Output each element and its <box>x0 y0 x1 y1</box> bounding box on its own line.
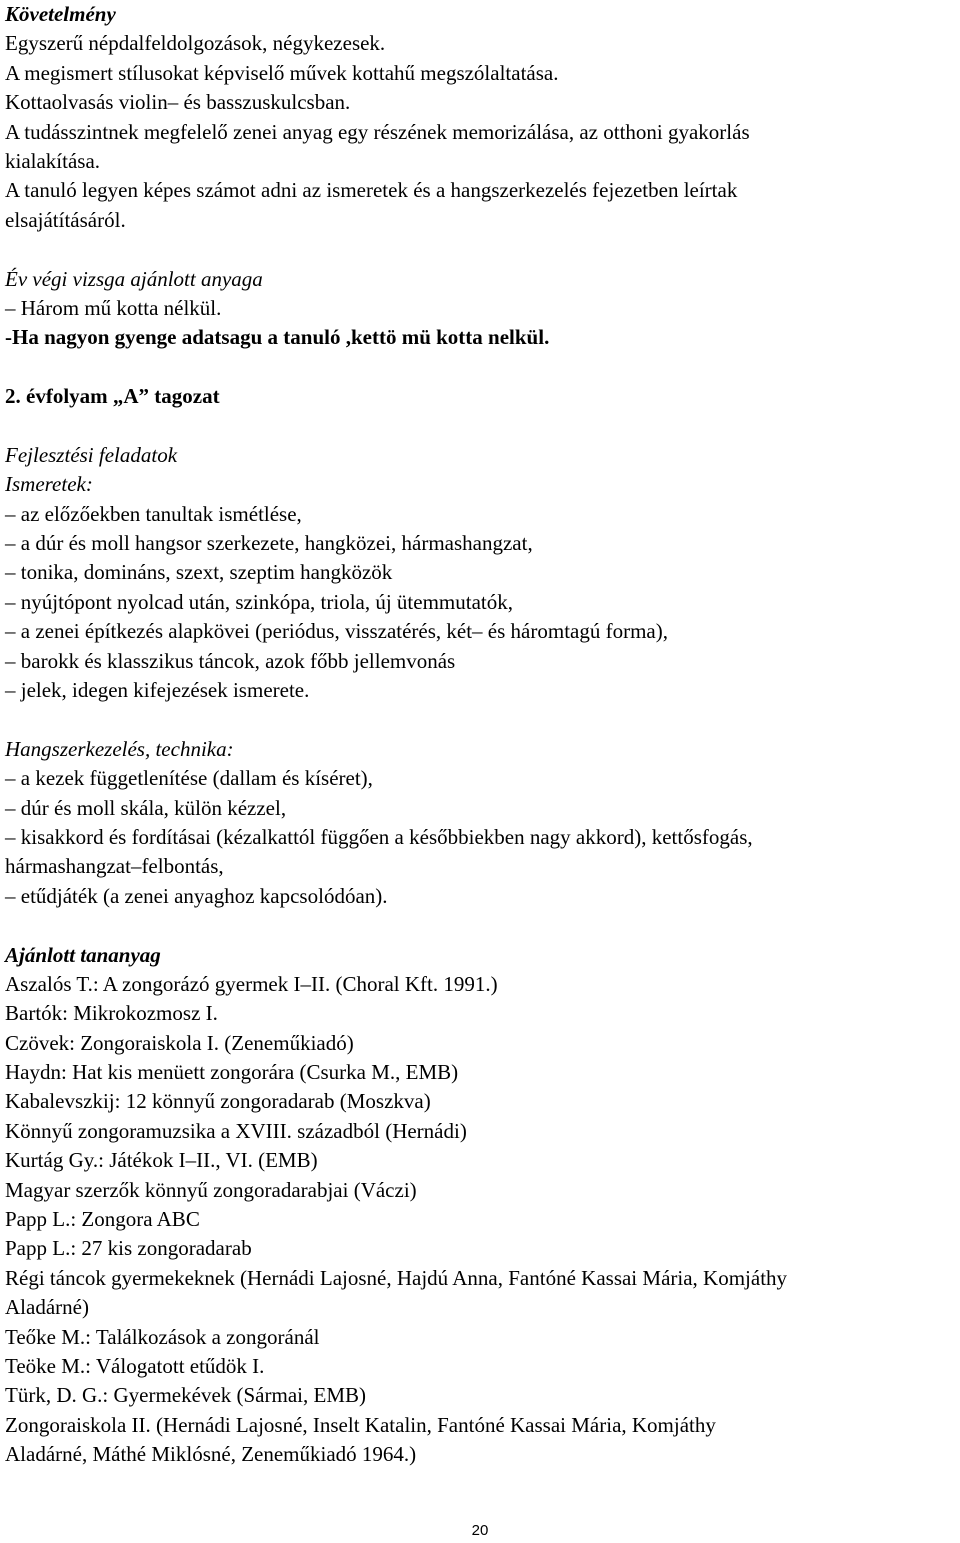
spacer <box>5 411 960 440</box>
spacer <box>5 353 960 382</box>
recommended-item: Aszalós T.: A zongorázó gyermek I–II. (Choral Kft. 1991.) <box>5 971 498 996</box>
requirements-line: A tudásszintnek megfelelő zenei anyag egy részének memorizálása, az otthoni gyakorlás <box>5 119 750 144</box>
spacer <box>5 705 960 734</box>
knowledge-item: – tonika, domináns, szext, szeptim hangközök <box>5 560 393 585</box>
recommended-item: Papp L.: 27 kis zongoradarab <box>5 1236 252 1261</box>
knowledge-item: – a dúr és moll hangsor szerkezete, hangközei, hármashangzat, <box>5 531 533 556</box>
technique-item: – dúr és moll skála, külön kézzel, <box>5 795 287 820</box>
technique-label: Hangszerkezelés, technika: <box>5 736 234 761</box>
recommended-item: Kurtág Gy.: Játékok I–II., VI. (EMB) <box>5 1148 318 1173</box>
knowledge-item: – jelek, idegen kifejezések ismerete. <box>5 677 310 702</box>
recommended-item: Teőke M.: Találkozások a zongoránál <box>5 1324 320 1349</box>
technique-item: – a kezek függetlenítése (dallam és kíséret), <box>5 766 373 791</box>
knowledge-item: – barokk és klasszikus táncok, azok főbb jellemvonás <box>5 648 456 673</box>
recommended-item: Czövek: Zongoraiskola I. (Zeneműkiadó) <box>5 1030 354 1055</box>
requirements-heading: Követelmény <box>5 2 116 26</box>
knowledge-item: – a zenei építkezés alapkövei (periódus, visszatérés, két– és háromtagú forma), <box>5 619 668 644</box>
recommended-item: Kabalevszkij: 12 könnyű zongoradarab (Moszkva) <box>5 1089 431 1114</box>
tasks-heading: Fejlesztési feladatok <box>5 442 178 467</box>
recommended-item: Teöke M.: Válogatott etűdök I. <box>5 1353 265 1378</box>
requirements-line: kialakítása. <box>5 148 101 173</box>
recommended-item: Magyar szerzők könnyű zongoradarabjai (Váczi) <box>5 1177 417 1202</box>
requirements-line: Kottaolvasás violin– és basszuskulcsban. <box>5 90 351 115</box>
requirements-line: elsajátításáról. <box>5 207 126 232</box>
requirements-line: A megismert stílusokat képviselő művek kottahű megszólaltatása. <box>5 60 559 85</box>
technique-item: – kisakkord és fordításai (kézalkattól függően a későbbiekben nagy akkord), kettősfogás, <box>5 824 753 849</box>
requirements-line: A tanuló legyen képes számot adni az ismeretek és a hangszerkezelés fejezetben leírtak <box>5 178 738 203</box>
recommended-item: Papp L.: Zongora ABC <box>5 1207 200 1232</box>
grade-heading: 2. évfolyam „A” tagozat <box>5 384 220 409</box>
recommended-item: Aladárné) <box>5 1295 89 1320</box>
technique-item: hármashangzat–felbontás, <box>5 854 224 879</box>
knowledge-label: Ismeretek: <box>5 472 93 497</box>
recommended-item: Zongoraiskola II. (Hernádi Lajosné, Inselt Katalin, Fantóné Kassai Mária, Komjáthy <box>5 1412 716 1437</box>
exam-note: -Ha nagyon gyenge adatsagu a tanuló ,kettö mü kotta nelkül. <box>5 325 550 350</box>
spacer <box>5 235 960 264</box>
technique-item: – etűdjáték (a zenei anyaghoz kapcsolódóan). <box>5 883 388 908</box>
requirements-line: Egyszerű népdalfeldolgozások, négykezesek. <box>5 31 386 56</box>
recommended-heading: Ajánlott tananyag <box>5 942 161 967</box>
page-number: 20 <box>471 1522 489 1539</box>
knowledge-item: – az előzőekben tanultak ismétlése, <box>5 501 302 526</box>
document-page <box>5 0 960 1470</box>
recommended-item: Régi táncok gyermekeknek (Hernádi Lajosné, Hajdú Anna, Fantóné Kassai Mária, Komjáthy <box>5 1265 788 1290</box>
recommended-item: Aladárné, Máthé Miklósné, Zeneműkiadó 1964.) <box>5 1442 417 1467</box>
exam-line: – Három mű kotta nélkül. <box>5 295 222 320</box>
recommended-item: Türk, D. G.: Gyermekévek (Sármai, EMB) <box>5 1383 366 1408</box>
recommended-item: Könnyű zongoramuzsika a XVIII. századból (Hernádi) <box>5 1118 467 1143</box>
knowledge-item: – nyújtópont nyolcad után, szinkópa, triola, új ütemmutatók, <box>5 589 513 614</box>
exam-heading: Év végi vizsga ajánlott anyaga <box>5 266 263 291</box>
spacer <box>5 911 960 940</box>
recommended-item: Bartók: Mikrokozmosz I. <box>5 1001 218 1026</box>
recommended-item: Haydn: Hat kis menüett zongorára (Csurka M., EMB) <box>5 1060 459 1085</box>
